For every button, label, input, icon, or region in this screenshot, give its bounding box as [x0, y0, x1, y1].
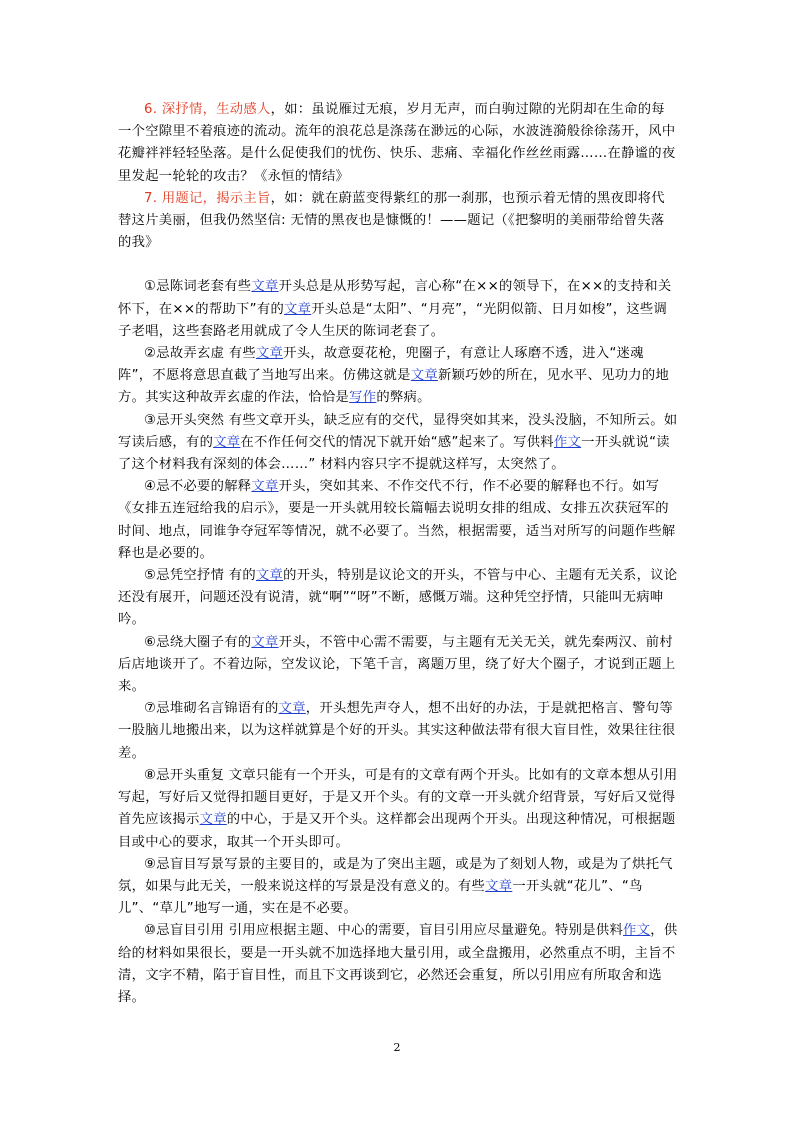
avoid-3-text-b: 在不作任何交代的情况下就开始“感”起来了。写供料	[240, 434, 554, 450]
avoid-2-paragraph	[118, 343, 678, 410]
avoid-10-text-a: ⑩忌盲目引用 引用应根据主题、中心的需要，盲目引用应尽量避免。特别是供料	[144, 923, 624, 939]
article-link[interactable]: 文章	[251, 634, 279, 650]
avoid-10-text-b: ，供给的材料如果很长，要是一开头就不加选择地大量引用，或全盘搬用，必然重点不明，主旨不清，文字不精，陷于盲目性，而且下文再谈到它，必然还会重复，所以引用应有所取舍和选择。	[118, 923, 678, 1005]
avoid-1-paragraph	[118, 276, 678, 343]
avoid-6-text-b: 开头，不管中心需不需要，与主题有无关无关，就先秦两汉、前村后店地谈开了。不着边际，空发议论，下笔千言，离题万里，绕了好大个圈子，才说到正题上来。	[118, 634, 676, 695]
avoid-6-text-a: ⑥忌绕大圈子有的	[144, 634, 252, 650]
avoid-9-text-b: 一开头就“花儿”、“鸟儿”、“草儿”地写一通，实在是不必要。	[118, 878, 643, 917]
avoid-3-paragraph	[118, 410, 678, 477]
tip-7-paragraph	[118, 188, 678, 255]
avoid-5-text-a: ⑤忌凭空抒情 有的	[144, 568, 256, 584]
avoid-8-paragraph	[118, 765, 678, 854]
tip-7-heading: 7. 用题记，揭示主旨	[144, 190, 271, 206]
article-link[interactable]: 文章	[199, 812, 227, 828]
avoid-10-paragraph	[118, 920, 678, 1009]
article-link[interactable]: 文章	[251, 479, 279, 495]
avoid-9-text-a: ⑨忌盲目写景写景的主要目的，或是为了突出主题，或是为了刻划人物，或是为了烘托气氛，如果与此无关，一般来说这样的写景是没有意义的。有些	[118, 856, 673, 894]
avoid-6-paragraph	[118, 632, 678, 699]
avoid-4-text-a: ④忌不必要的解释	[144, 479, 252, 495]
article-link[interactable]: 文章	[255, 346, 284, 362]
avoid-3-text-c: 一开头就说“读了这个材料我有深刻的体会……” 材料内容只字不提就这样写，太突然了。	[118, 434, 670, 473]
article-link[interactable]: 文章	[485, 878, 513, 894]
article-link[interactable]: 文章	[278, 701, 306, 717]
avoid-7-text-a: ⑦忌堆砌名言锦语有的	[144, 701, 279, 717]
tip-6-body: ，如：虽说雁过无痕，岁月无声，而白驹过隙的光阴却在生命的每一个空隙里不着痕迹的流动。流年的浪花总是涤荡在渺远的心际，水波涟漪般徐徐荡开，风中花瓣袢袢轻轻坠落。是什么促使我们的忧伤、快乐、悲痛、幸福化作丝丝雨露……在静谧的夜里发起一轮轮的攻击？《永恒的情结》	[118, 102, 676, 184]
avoid-1-text-a: ①忌陈词老套有些	[144, 279, 252, 295]
article-link[interactable]: 文章	[284, 301, 312, 317]
avoid-2-text-a: ②忌故弄玄虚 有些	[144, 346, 256, 362]
avoid-2-text-b: 开头，故意耍花枪，兜圈子，有意让人琢磨不透，进入“迷魂阵”，不愿将意思直截了当地写出来。仿佛这就是	[118, 346, 644, 384]
composition-link[interactable]: 作文	[623, 923, 651, 939]
page-content	[118, 99, 678, 1009]
avoid-5-paragraph	[118, 565, 678, 632]
article-link[interactable]: 文章	[410, 368, 438, 384]
avoid-2-text-d: 的弊病。	[376, 390, 431, 406]
avoid-8-text-b: 的中心，于是又开个头。这样都会出现两个开头。出现这种情况，可根据题目或中心的要求，取其一个开头即可。	[118, 812, 676, 850]
tip-6-heading: 6. 深抒情，生动感人	[144, 102, 271, 117]
avoid-7-paragraph	[118, 698, 678, 765]
writing-link[interactable]: 写作	[349, 390, 377, 406]
avoid-5-text-b: 的开头，特别是议论文的开头，不管与中心、主题有无关系，议论还没有展开，问题还没有说清，就“啊”“呀”不断，感慨万端。这种凭空抒情，只能叫无病呻吟。	[118, 568, 678, 628]
article-link[interactable]: 文章	[255, 568, 284, 584]
article-link[interactable]: 文章	[251, 279, 279, 295]
avoid-9-paragraph	[118, 854, 678, 921]
section-gap	[118, 254, 678, 276]
tip-6-paragraph	[118, 99, 678, 188]
page-number: 2	[393, 1041, 401, 1054]
composition-link[interactable]: 作文	[553, 434, 582, 450]
avoid-7-text-b: ，开头想先声夺人，想不出好的办法，于是就把格言、警句等一股脑儿地搬出来，以为这样就算是个好的开头。其实这种做法带有很大盲目性，效果往往很差。	[118, 701, 676, 761]
article-link[interactable]: 文章	[213, 434, 241, 450]
avoid-4-text-b: 开头，突如其来、不作交代不行，作不必要的解释也不行。如写《女排五连冠给我的启示》，要是一开头就用较长篇幅去说明女排的组成、女排五次获冠军的时间、地点，同谁争夺冠军等情况，就不必要了。当然，根据需要，适当对所写的问题作些解释也是必要的。	[118, 479, 676, 561]
avoid-3-text-a: ③忌开头突然 有些文章开头，缺乏应有的交代，显得突如其来，没头没脑，不知所云。如写读后感，有的	[118, 412, 678, 450]
avoid-1-text-b: 开头总是从形势写起，言心称“在××的领导下，在××的支持和关怀下，在××的帮助下”有的	[118, 279, 672, 317]
avoid-1-text-c: 开头总是“太阳”、“月亮”，“光阴似箭、日月如梭”，这些调子老唱，这些套路老用就成了令人生厌的陈词老套了。	[118, 301, 668, 339]
tip-7-body: ，如：就在蔚蓝变得紫红的那一刹那，也预示着无情的黑夜即将代替这片美丽，但我仍然坚信: 无情的黑夜也是慷慨的！——题记（《把黎明的美丽带给曾失落的我》	[118, 190, 665, 251]
avoid-2-text-c: 新颖巧妙的所在，见水平、见功力的地方。其实这种故弄玄虚的作法，恰恰是	[118, 368, 670, 406]
avoid-4-paragraph	[118, 476, 678, 565]
avoid-8-text-a: ⑧忌开头重复 文章只能有一个开头，可是有的文章有两个开头。比如有的文章本想从引用写起，写好后又觉得扣题目更好，于是又开个头。有的文章一开头就介绍背景，写好后又觉得首先应该揭示	[118, 767, 678, 828]
